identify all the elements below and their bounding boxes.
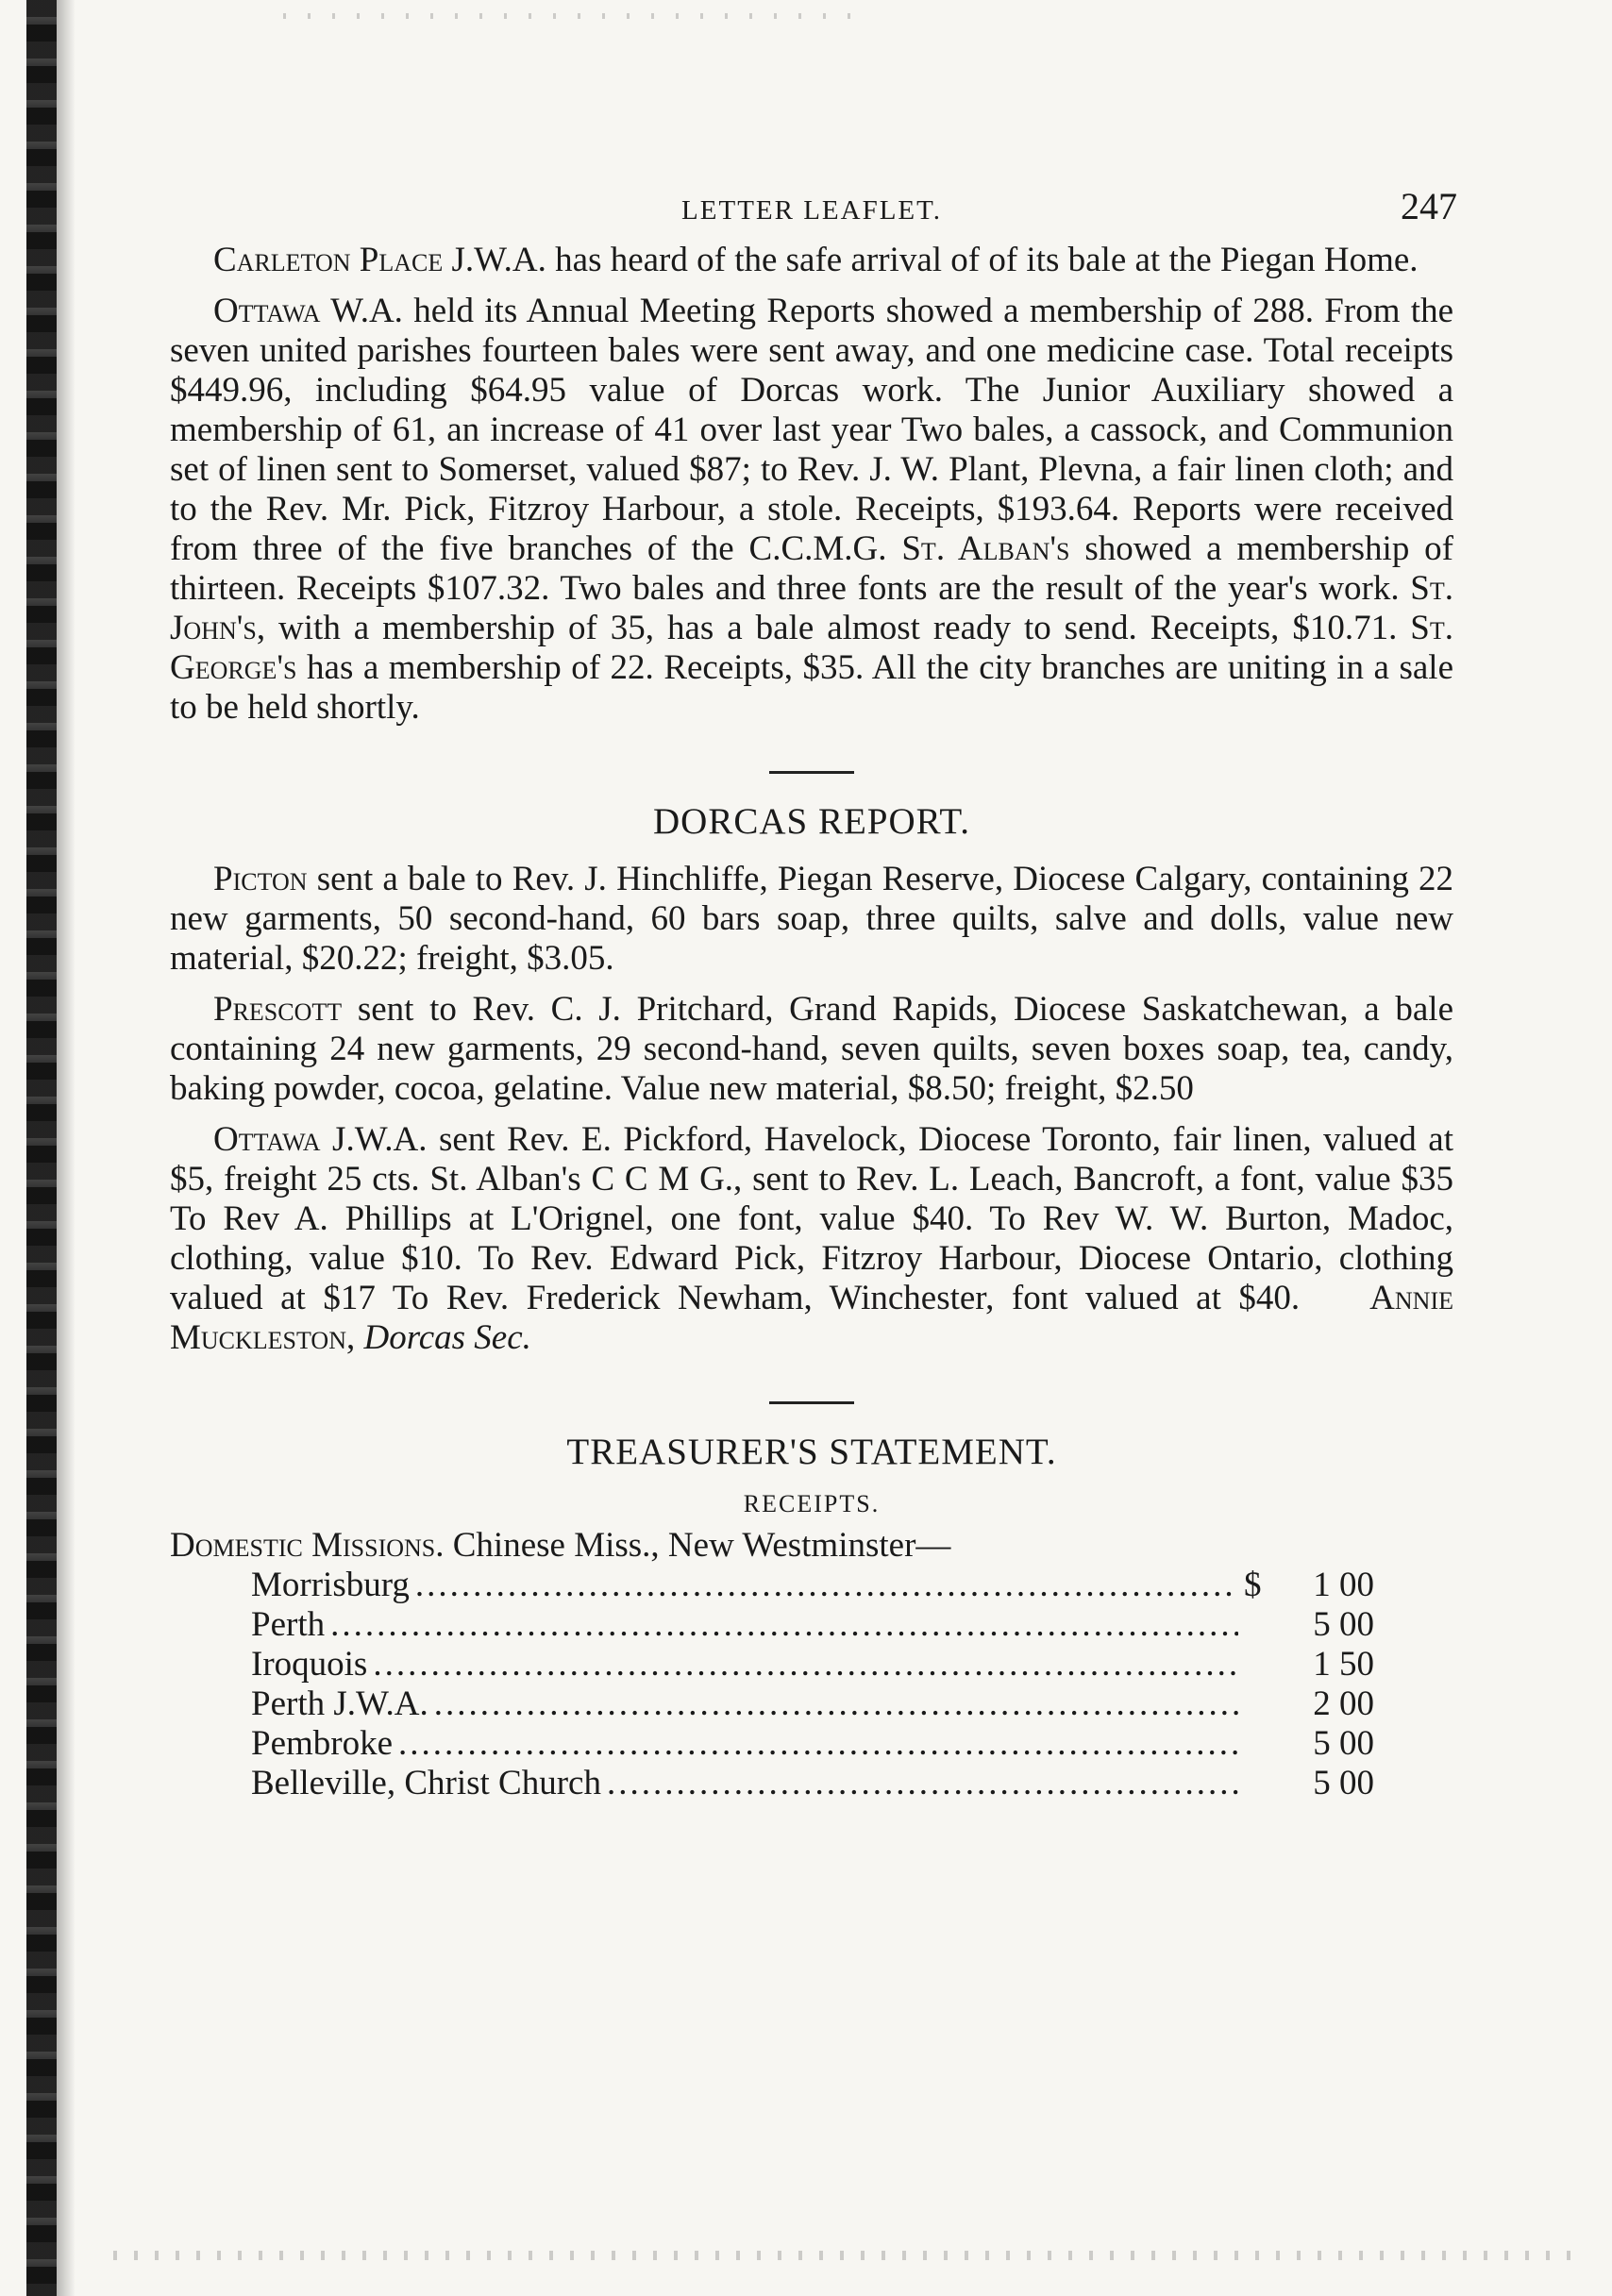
prescott-paragraph (170, 990, 1453, 1109)
section-divider (769, 771, 854, 774)
dot-leader (330, 1605, 1238, 1645)
ottawa-lead: Ottawa (213, 292, 321, 330)
category-text: Chinese Miss., New Westminster— (444, 1526, 951, 1565)
picton-lead: Picton (213, 860, 308, 898)
ottawa-text-2: showed a membership of thirteen. Receipts $107.32. Two bales and three fonts are the result of the year's work. (170, 529, 1453, 608)
ottawa-text-1: W.A. held its Annual Meeting Reports showed a membership of 288. From the seven united parishes fourteen bales were sent away, and one medicine case. Total receipts $449.96, including $64.95 value of Dorcas work. The Junior Auxiliary showed a membership of 61, an increase of 41 over last year Two bales, a cassock, and Communion set of linen sent to Somerset, valued $87; to Rev. J. W. Plant, Plevna, a fair linen cloth; and to the Rev. Mr. Pick, Fitzroy Harbour, a stole. Receipts, $193.64. Reports were received from three of the five branches of the C.C.M.G. (170, 292, 1453, 568)
picton-text: sent a bale to Rev. J. Hinchliffe, Piegan Reserve, Diocese Calgary, containing 22 new garments, 50 second-hand, 60 bars soap, three quilts, salve and dolls, value new material, $20.22; freight, $3.05. (170, 860, 1453, 978)
prescott-text: sent to Rev. C. J. Pritchard, Grand Rapids, Diocese Saskatchewan, a bale containing 24 new garments, 29 second-hand, seven quilts, seven boxes soap, tea, candy, baking powder, cocoa, gelatine. Value new material, $8.50; freight, $2.50 (170, 990, 1453, 1108)
receipt-name: Belleville, Christ Church (251, 1764, 601, 1802)
receipt-name: Perth (251, 1605, 326, 1644)
receipts-subheading: RECEIPTS. (743, 1490, 881, 1517)
category-lead: Domestic Missions. (170, 1526, 445, 1565)
dorcas-signature-role: Dorcas Sec. (363, 1318, 531, 1357)
picton-paragraph (170, 860, 1453, 979)
dot-leader (607, 1764, 1238, 1803)
receipt-name: Iroquois (251, 1645, 368, 1684)
receipts-category (170, 1526, 1453, 1566)
receipt-name: Morrisburg (251, 1566, 410, 1604)
st-albans-lead: St. Alban's (901, 529, 1070, 568)
dot-leader (373, 1645, 1238, 1684)
receipt-amount: 5 00 (1313, 1605, 1374, 1644)
page-number: 247 (1401, 185, 1457, 227)
receipt-amount: 5 00 (1313, 1764, 1374, 1802)
ottawa-wa-paragraph (170, 292, 1453, 728)
book-binding-edge (26, 0, 57, 2296)
receipt-row (251, 1684, 1374, 1724)
currency-symbol: $ (1244, 1566, 1262, 1604)
st-georges-lead: St. George's (170, 609, 1453, 687)
dot-leader (434, 1684, 1238, 1724)
receipt-row (251, 1566, 1374, 1605)
binding-shadow (57, 0, 76, 2296)
ottawa-jwa-paragraph (170, 1120, 1453, 1358)
scan-specks-bottom (113, 2251, 1586, 2260)
ottawa-jwa-lead: Ottawa (213, 1120, 321, 1159)
carleton-text: J.W.A. has heard of the safe arrival of of its bale at the Piegan Home. (443, 241, 1419, 279)
st-johns-lead: St. John's, (170, 569, 1453, 647)
receipt-row (251, 1764, 1374, 1803)
ottawa-jwa-text: J.W.A. sent Rev. E. Pickford, Havelock, Diocese Toronto, fair linen, valued at $5, freight 25 cts. St. Alban's C C M G., sent to Rev. L. Leach, Bancroft, a font, value $35 To Rev A. Phillips at L'Orignel, one font, value $40. To Rev W. W. Burton, Madoc, clothing, value $10. To Rev. Edward Pick, Fitzroy Harbour, Diocese Ontario, clothing valued at $17 To Rev. Frederick Newham, Winchester, font valued at $40. (170, 1120, 1453, 1317)
receipt-amount: 1 50 (1313, 1645, 1374, 1684)
dorcas-signature: Annie Muckleston, (170, 1279, 1453, 1357)
receipt-row (251, 1645, 1374, 1684)
receipt-row (251, 1724, 1374, 1764)
receipt-name: Pembroke (251, 1724, 394, 1763)
prescott-lead: Prescott (213, 990, 343, 1029)
page-content (170, 184, 1457, 1803)
receipt-row (251, 1605, 1374, 1645)
receipt-amount: 2 00 (1313, 1684, 1374, 1723)
treasurer-heading: TREASURER'S STATEMENT. (566, 1432, 1057, 1472)
ottawa-text-4: has a membership of 22. Receipts, $35. All the city branches are uniting in a sale to be held shortly. (170, 648, 1453, 727)
receipt-name: Perth J.W.A. (251, 1684, 428, 1723)
dorcas-heading: DORCAS REPORT. (653, 801, 970, 842)
running-title: LETTER LEAFLET. (681, 195, 942, 226)
running-head (170, 184, 1457, 241)
ottawa-text-3: with a membership of 35, has a bale almost ready to send. Receipts, $10.71. (265, 609, 1411, 647)
receipt-amount: 5 00 (1313, 1724, 1374, 1763)
carleton-lead: Carleton Place (213, 241, 444, 279)
receipt-amount: 1 00 (1313, 1566, 1374, 1604)
section-divider (769, 1401, 854, 1404)
carleton-paragraph (170, 241, 1453, 280)
dot-leader (415, 1566, 1238, 1605)
scan-specks-top (283, 13, 868, 19)
dot-leader (398, 1724, 1238, 1764)
